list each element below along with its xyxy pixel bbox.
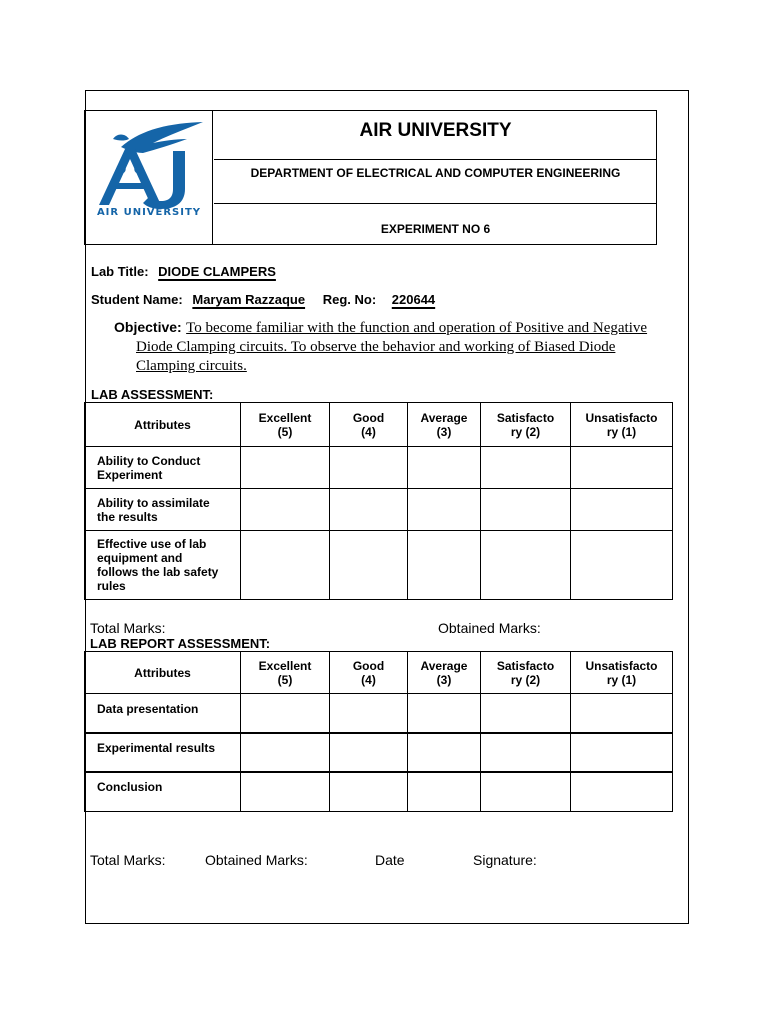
score-cell[interactable] — [408, 489, 481, 531]
lab-title-row — [91, 264, 276, 279]
footer-obtained-marks: Obtained Marks: — [205, 852, 308, 868]
column-header: Attributes — [85, 403, 241, 447]
column-header: Excellent (5) — [241, 652, 330, 694]
objective-line-3: Clamping circuits. — [136, 358, 247, 374]
table-row — [85, 531, 673, 600]
score-cell[interactable] — [571, 531, 673, 600]
column-header: Satisfacto ry (2) — [481, 403, 571, 447]
table-row — [85, 489, 673, 531]
lab-title-value: DIODE CLAMPERS — [158, 264, 276, 279]
student-row — [91, 292, 435, 307]
score-cell[interactable] — [241, 489, 330, 531]
column-header: Average (3) — [408, 652, 481, 694]
attribute-cell: Ability to assimilate the results — [85, 489, 241, 531]
lab-assessment-heading: LAB ASSESSMENT: — [91, 387, 214, 402]
score-cell[interactable] — [481, 447, 571, 489]
experiment-number: EXPERIMENT NO 6 — [380, 222, 491, 236]
attribute-cell: Ability to Conduct Experiment — [85, 447, 241, 489]
attribute-cell: Conclusion — [85, 772, 241, 812]
column-header: Average (3) — [408, 403, 481, 447]
score-cell[interactable] — [241, 531, 330, 600]
lab-obtained-marks: Obtained Marks: — [438, 620, 541, 636]
score-cell[interactable] — [408, 772, 481, 812]
attribute-cell: Experimental results — [85, 733, 241, 772]
table-header-row — [85, 403, 673, 447]
report-assessment-table — [84, 651, 673, 812]
objective-block — [114, 319, 674, 376]
column-header: Unsatisfacto ry (1) — [571, 652, 673, 694]
table-row — [85, 694, 673, 733]
column-header: Good (4) — [330, 403, 408, 447]
score-cell[interactable] — [571, 772, 673, 812]
score-cell[interactable] — [330, 733, 408, 772]
score-cell[interactable] — [330, 447, 408, 489]
logo-cell — [85, 111, 213, 244]
logo-text: AIR UNIVERSITY — [96, 207, 202, 218]
table-row — [85, 733, 673, 772]
table-header-row — [85, 652, 673, 694]
score-cell[interactable] — [241, 733, 330, 772]
score-cell[interactable] — [481, 772, 571, 812]
column-header: Excellent (5) — [241, 403, 330, 447]
score-cell[interactable] — [330, 694, 408, 733]
score-cell[interactable] — [408, 531, 481, 600]
table-row — [85, 772, 673, 812]
attribute-cell: Data presentation — [85, 694, 241, 733]
lab-title-label: Lab Title: — [91, 264, 149, 279]
footer-date: Date — [375, 852, 405, 868]
score-cell[interactable] — [481, 733, 571, 772]
score-cell[interactable] — [481, 531, 571, 600]
score-cell[interactable] — [408, 447, 481, 489]
lab-total-marks: Total Marks: — [90, 620, 166, 636]
column-header: Unsatisfacto ry (1) — [571, 403, 673, 447]
score-cell[interactable] — [330, 772, 408, 812]
score-cell[interactable] — [571, 694, 673, 733]
score-cell[interactable] — [330, 489, 408, 531]
objective-line-2: Diode Clamping circuits. To observe the behavior and working of Biased Diode — [136, 339, 616, 355]
score-cell[interactable] — [330, 531, 408, 600]
department-title: DEPARTMENT OF ELECTRICAL AND COMPUTER ENGINEERING — [214, 159, 657, 204]
objective-line-1: To become familiar with the function and operation of Positive and Negative — [186, 320, 648, 336]
column-header: Satisfacto ry (2) — [481, 652, 571, 694]
score-cell[interactable] — [241, 772, 330, 812]
table-row — [85, 447, 673, 489]
score-cell[interactable] — [241, 694, 330, 733]
objective-label: Objective: — [114, 319, 182, 335]
air-university-logo-icon — [91, 119, 207, 211]
report-assessment-heading: LAB REPORT ASSESSMENT: — [90, 636, 271, 651]
column-header: Attributes — [85, 652, 241, 694]
column-header: Good (4) — [330, 652, 408, 694]
footer-total-marks: Total Marks: — [90, 852, 166, 868]
university-title: AIR UNIVERSITY — [214, 111, 657, 160]
reg-no-label: Reg. No: — [322, 292, 377, 307]
lab-assessment-table — [84, 402, 673, 600]
score-cell[interactable] — [571, 733, 673, 772]
student-name-value: Maryam Razzaque — [192, 292, 306, 307]
header-table — [84, 110, 657, 245]
score-cell[interactable] — [571, 489, 673, 531]
footer-signature: Signature: — [473, 852, 537, 868]
score-cell[interactable] — [408, 694, 481, 733]
attribute-cell: Effective use of lab equipment and follows the lab safety rules — [85, 531, 241, 600]
student-name-label: Student Name: — [91, 292, 183, 307]
score-cell[interactable] — [571, 447, 673, 489]
score-cell[interactable] — [408, 733, 481, 772]
score-cell[interactable] — [241, 447, 330, 489]
score-cell[interactable] — [481, 489, 571, 531]
score-cell[interactable] — [481, 694, 571, 733]
reg-no-value: 220644 — [391, 292, 436, 307]
